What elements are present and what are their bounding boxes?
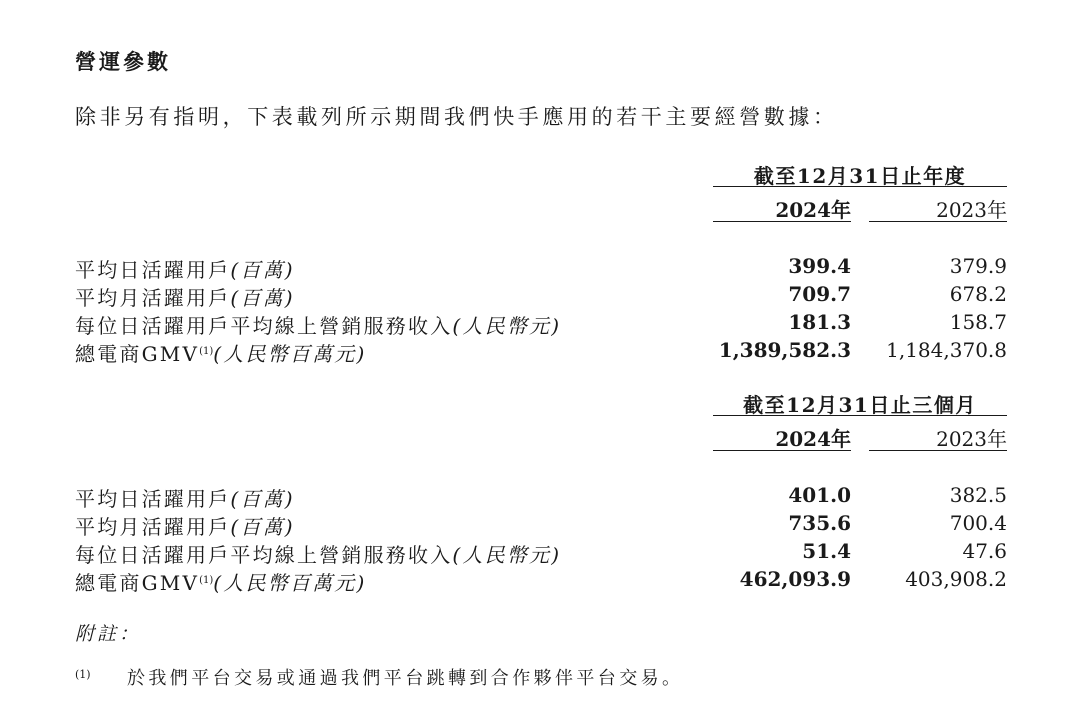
row-label: 總電商GMV$^{(1)}$(人民幣百萬元) bbox=[75, 571, 367, 595]
row-label: 平均日活躍用戶(百萬) bbox=[75, 487, 295, 511]
year-current-rule bbox=[713, 450, 851, 451]
row-label: 平均日活躍用戶(百萬) bbox=[75, 258, 295, 282]
notes-title: 附註： bbox=[75, 623, 142, 645]
section-heading: 營運參數 bbox=[75, 49, 171, 74]
period-header-annual: 截至12月31日止年度 bbox=[753, 164, 967, 188]
value-current: 709.7 bbox=[788, 282, 851, 306]
value-previous: 158.7 bbox=[949, 310, 1007, 334]
footnote-ref: (1) bbox=[199, 346, 214, 357]
period-rule bbox=[713, 186, 1007, 187]
period-rule bbox=[713, 415, 1007, 416]
value-current: 399.4 bbox=[788, 254, 851, 278]
year-current-rule bbox=[713, 221, 851, 222]
footnote-marker: (1) bbox=[75, 668, 91, 681]
value-previous: 47.6 bbox=[962, 539, 1007, 563]
value-current: 1,389,582.3 bbox=[718, 338, 851, 362]
year-previous-rule bbox=[869, 450, 1007, 451]
footnote-ref: (1) bbox=[199, 575, 214, 586]
row-label: 每位日活躍用戶平均線上營銷服務收入(人民幣元) bbox=[75, 314, 562, 338]
value-previous: 379.9 bbox=[949, 254, 1007, 278]
value-previous: 382.5 bbox=[949, 483, 1007, 507]
value-current: 401.0 bbox=[788, 483, 851, 507]
footnote-text: 於我們平台交易或通過我們平台跳轉到合作夥伴平台交易。 bbox=[127, 668, 684, 689]
year-previous-header: 2023年 bbox=[936, 198, 1007, 222]
value-previous: 678.2 bbox=[949, 282, 1007, 306]
value-current: 51.4 bbox=[802, 539, 851, 563]
period-header-quarter: 截至12月31日止三個月 bbox=[743, 393, 977, 417]
year-current-header: 2024年 bbox=[775, 427, 851, 451]
intro-paragraph: 除非另有指明，下表載列所示期間我們快手應用的若干主要經營數據： bbox=[75, 105, 838, 129]
value-current: 181.3 bbox=[788, 310, 851, 334]
row-label: 每位日活躍用戶平均線上營銷服務收入(人民幣元) bbox=[75, 543, 562, 567]
value-previous: 403,908.2 bbox=[905, 567, 1007, 591]
year-previous-rule bbox=[869, 221, 1007, 222]
value-current: 462,093.9 bbox=[739, 567, 851, 591]
row-label: 總電商GMV$^{(1)}$(人民幣百萬元) bbox=[75, 342, 367, 366]
row-label: 平均月活躍用戶(百萬) bbox=[75, 286, 295, 310]
value-current: 735.6 bbox=[788, 511, 851, 535]
value-previous: 1,184,370.8 bbox=[886, 338, 1007, 362]
row-label: 平均月活躍用戶(百萬) bbox=[75, 515, 295, 539]
year-previous-header: 2023年 bbox=[936, 427, 1007, 451]
value-previous: 700.4 bbox=[949, 511, 1007, 535]
year-current-header: 2024年 bbox=[775, 198, 851, 222]
